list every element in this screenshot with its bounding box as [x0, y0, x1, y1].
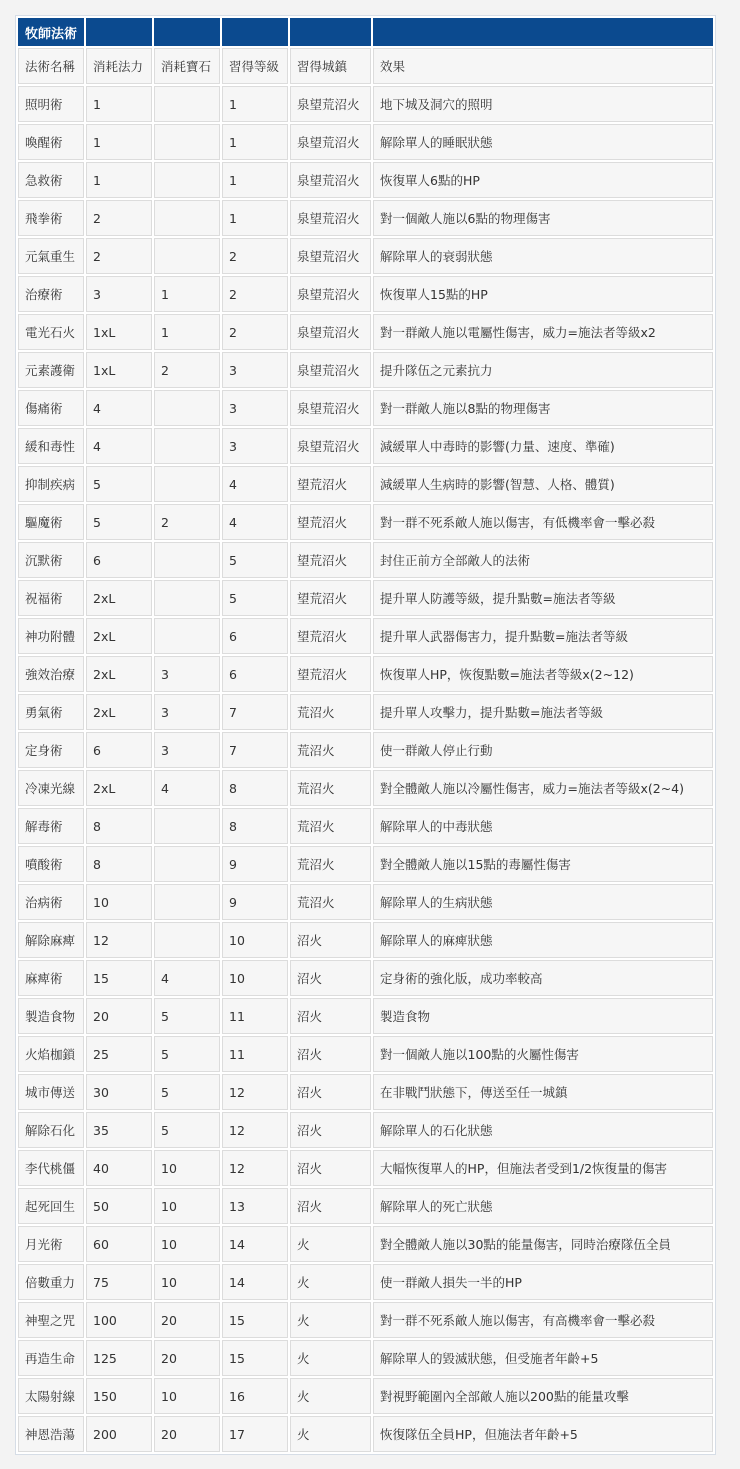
cell-effect: 解除單人的死亡狀態	[373, 1188, 713, 1224]
cell-effect: 封住正前方全部敵人的法術	[373, 542, 713, 578]
cell-spell-name: 冷凍光線	[18, 770, 84, 806]
cell-learn-level: 8	[222, 770, 288, 806]
cell-spell-name: 火焰枷鎖	[18, 1036, 84, 1072]
cell-mp-cost: 8	[86, 846, 152, 882]
cell-learn-level: 3	[222, 428, 288, 464]
cell-learn-town: 泉望荒沼火	[290, 314, 371, 350]
cell-learn-town: 荒沼火	[290, 846, 371, 882]
title-cell	[222, 18, 288, 46]
cell-effect: 恢復隊伍全員HP，但施法者年齡+5	[373, 1416, 713, 1452]
cell-spell-name: 再造生命	[18, 1340, 84, 1376]
table-row	[18, 1112, 713, 1148]
header-spell-name: 法術名稱	[18, 48, 84, 84]
cell-mp-cost: 5	[86, 466, 152, 502]
cell-spell-name: 噴酸術	[18, 846, 84, 882]
cell-gem-cost: 10	[154, 1226, 220, 1262]
cell-gem-cost	[154, 466, 220, 502]
cell-gem-cost	[154, 922, 220, 958]
cell-effect: 對視野範圍內全部敵人施以200點的能量攻擊	[373, 1378, 713, 1414]
cell-spell-name: 製造食物	[18, 998, 84, 1034]
cell-spell-name: 元氣重生	[18, 238, 84, 274]
cell-effect: 減緩單人中毒時的影響(力量、速度、準確)	[373, 428, 713, 464]
cell-learn-level: 9	[222, 846, 288, 882]
table-row	[18, 542, 713, 578]
table-row	[18, 1150, 713, 1186]
cell-spell-name: 解除石化	[18, 1112, 84, 1148]
table-row	[18, 1226, 713, 1262]
cell-learn-town: 泉望荒沼火	[290, 238, 371, 274]
cell-mp-cost: 50	[86, 1188, 152, 1224]
cell-mp-cost: 4	[86, 428, 152, 464]
cell-mp-cost: 4	[86, 390, 152, 426]
cell-learn-level: 12	[222, 1074, 288, 1110]
cell-mp-cost: 2xL	[86, 694, 152, 730]
cell-spell-name: 麻痺術	[18, 960, 84, 996]
cell-learn-town: 火	[290, 1264, 371, 1300]
cell-gem-cost: 10	[154, 1378, 220, 1414]
cell-gem-cost	[154, 200, 220, 236]
cell-effect: 對一個敵人施以6點的物理傷害	[373, 200, 713, 236]
cell-effect: 提升單人攻擊力，提升點數=施法者等級	[373, 694, 713, 730]
cell-learn-town: 荒沼火	[290, 884, 371, 920]
cell-learn-town: 沼火	[290, 1150, 371, 1186]
cell-learn-level: 9	[222, 884, 288, 920]
cell-learn-level: 16	[222, 1378, 288, 1414]
cell-gem-cost	[154, 846, 220, 882]
cell-mp-cost: 60	[86, 1226, 152, 1262]
title-cell	[373, 18, 713, 46]
cell-spell-name: 治病術	[18, 884, 84, 920]
table-row	[18, 1036, 713, 1072]
cell-gem-cost	[154, 618, 220, 654]
cell-learn-level: 15	[222, 1340, 288, 1376]
cell-effect: 使一群敵人損失一半的HP	[373, 1264, 713, 1300]
cell-learn-town: 泉望荒沼火	[290, 352, 371, 388]
cell-learn-level: 6	[222, 656, 288, 692]
table-row	[18, 694, 713, 730]
cell-effect: 解除單人的中毒狀態	[373, 808, 713, 844]
header-learn-town: 習得城鎮	[290, 48, 371, 84]
cell-effect: 定身術的強化版，成功率較高	[373, 960, 713, 996]
table-row	[18, 200, 713, 236]
cell-gem-cost: 3	[154, 694, 220, 730]
cell-gem-cost	[154, 124, 220, 160]
cell-learn-level: 12	[222, 1150, 288, 1186]
cell-learn-level: 5	[222, 542, 288, 578]
cell-learn-town: 荒沼火	[290, 770, 371, 806]
cell-learn-level: 1	[222, 200, 288, 236]
cell-effect: 解除單人的毀滅狀態，但受施者年齡+5	[373, 1340, 713, 1376]
title-cell	[154, 18, 220, 46]
table-row	[18, 1188, 713, 1224]
cell-spell-name: 祝福術	[18, 580, 84, 616]
cell-effect: 減緩單人生病時的影響(智慧、人格、體質)	[373, 466, 713, 502]
cell-gem-cost: 2	[154, 504, 220, 540]
cell-spell-name: 起死回生	[18, 1188, 84, 1224]
cell-learn-town: 沼火	[290, 1074, 371, 1110]
cell-learn-town: 望荒沼火	[290, 504, 371, 540]
cell-learn-town: 泉望荒沼火	[290, 428, 371, 464]
cell-learn-town: 沼火	[290, 960, 371, 996]
cell-learn-level: 14	[222, 1264, 288, 1300]
cell-effect: 在非戰鬥狀態下，傳送至任一城鎮	[373, 1074, 713, 1110]
cell-learn-level: 10	[222, 960, 288, 996]
cell-mp-cost: 5	[86, 504, 152, 540]
cell-learn-level: 3	[222, 390, 288, 426]
cell-gem-cost: 4	[154, 770, 220, 806]
priest-spells-table	[16, 16, 715, 1454]
cell-gem-cost: 2	[154, 352, 220, 388]
cell-gem-cost	[154, 884, 220, 920]
cell-learn-town: 沼火	[290, 922, 371, 958]
table-row	[18, 1378, 713, 1414]
cell-gem-cost	[154, 580, 220, 616]
cell-learn-town: 望荒沼火	[290, 618, 371, 654]
cell-effect: 對一個敵人施以100點的火屬性傷害	[373, 1036, 713, 1072]
cell-learn-level: 1	[222, 124, 288, 160]
cell-mp-cost: 125	[86, 1340, 152, 1376]
table-row	[18, 732, 713, 768]
cell-gem-cost: 5	[154, 998, 220, 1034]
header-mp-cost: 消耗法力	[86, 48, 152, 84]
cell-learn-town: 望荒沼火	[290, 580, 371, 616]
cell-learn-town: 望荒沼火	[290, 466, 371, 502]
cell-mp-cost: 6	[86, 542, 152, 578]
cell-effect: 對一群不死系敵人施以傷害，有高機率會一擊必殺	[373, 1302, 713, 1338]
cell-gem-cost: 20	[154, 1416, 220, 1452]
cell-learn-level: 3	[222, 352, 288, 388]
table-row	[18, 960, 713, 996]
cell-spell-name: 月光術	[18, 1226, 84, 1262]
table-title: 牧師法術	[18, 18, 84, 46]
header-learn-level: 習得等級	[222, 48, 288, 84]
cell-gem-cost: 5	[154, 1036, 220, 1072]
cell-spell-name: 傷痛術	[18, 390, 84, 426]
cell-learn-town: 泉望荒沼火	[290, 200, 371, 236]
cell-learn-town: 荒沼火	[290, 808, 371, 844]
cell-learn-level: 7	[222, 732, 288, 768]
cell-mp-cost: 40	[86, 1150, 152, 1186]
cell-gem-cost: 3	[154, 732, 220, 768]
cell-effect: 對全體敵人施以30點的能量傷害，同時治療隊伍全員	[373, 1226, 713, 1262]
cell-spell-name: 城市傳送	[18, 1074, 84, 1110]
cell-learn-town: 沼火	[290, 998, 371, 1034]
cell-mp-cost: 25	[86, 1036, 152, 1072]
cell-mp-cost: 2	[86, 238, 152, 274]
cell-spell-name: 驅魔術	[18, 504, 84, 540]
cell-spell-name: 元素護衛	[18, 352, 84, 388]
cell-learn-level: 2	[222, 238, 288, 274]
cell-spell-name: 沉默術	[18, 542, 84, 578]
cell-gem-cost: 1	[154, 314, 220, 350]
cell-learn-level: 11	[222, 998, 288, 1034]
table-row	[18, 618, 713, 654]
cell-gem-cost: 20	[154, 1302, 220, 1338]
cell-learn-town: 泉望荒沼火	[290, 276, 371, 312]
cell-effect: 提升單人防護等級，提升點數=施法者等級	[373, 580, 713, 616]
table-row	[18, 1074, 713, 1110]
cell-learn-town: 沼火	[290, 1188, 371, 1224]
cell-effect: 對一群敵人施以電屬性傷害，威力=施法者等級x2	[373, 314, 713, 350]
cell-learn-level: 6	[222, 618, 288, 654]
cell-learn-town: 沼火	[290, 1112, 371, 1148]
cell-spell-name: 神聖之咒	[18, 1302, 84, 1338]
cell-effect: 對一群不死系敵人施以傷害，有低機率會一擊必殺	[373, 504, 713, 540]
table-row	[18, 314, 713, 350]
cell-mp-cost: 2xL	[86, 580, 152, 616]
cell-learn-level: 7	[222, 694, 288, 730]
cell-learn-level: 1	[222, 162, 288, 198]
cell-spell-name: 倍數重力	[18, 1264, 84, 1300]
table-row	[18, 998, 713, 1034]
cell-spell-name: 太陽射線	[18, 1378, 84, 1414]
cell-spell-name: 急救術	[18, 162, 84, 198]
cell-learn-town: 火	[290, 1226, 371, 1262]
cell-mp-cost: 35	[86, 1112, 152, 1148]
table-title-row	[18, 18, 713, 46]
cell-effect: 解除單人的石化狀態	[373, 1112, 713, 1148]
column-header-row	[18, 48, 713, 84]
cell-learn-town: 火	[290, 1378, 371, 1414]
cell-gem-cost	[154, 86, 220, 122]
cell-learn-level: 15	[222, 1302, 288, 1338]
table-row	[18, 124, 713, 160]
cell-gem-cost: 4	[154, 960, 220, 996]
table-row	[18, 238, 713, 274]
cell-mp-cost: 75	[86, 1264, 152, 1300]
cell-learn-town: 泉望荒沼火	[290, 390, 371, 426]
cell-mp-cost: 10	[86, 884, 152, 920]
cell-spell-name: 飛拳術	[18, 200, 84, 236]
table-row	[18, 466, 713, 502]
table-row	[18, 846, 713, 882]
cell-gem-cost: 10	[154, 1264, 220, 1300]
cell-learn-town: 望荒沼火	[290, 542, 371, 578]
cell-effect: 解除單人的睡眠狀態	[373, 124, 713, 160]
table-row	[18, 1264, 713, 1300]
table-row	[18, 884, 713, 920]
cell-gem-cost	[154, 238, 220, 274]
cell-effect: 對全體敵人施以15點的毒屬性傷害	[373, 846, 713, 882]
cell-learn-town: 望荒沼火	[290, 656, 371, 692]
cell-gem-cost	[154, 542, 220, 578]
cell-learn-level: 8	[222, 808, 288, 844]
cell-gem-cost: 10	[154, 1188, 220, 1224]
title-cell	[290, 18, 371, 46]
cell-mp-cost: 3	[86, 276, 152, 312]
header-gem-cost: 消耗寶石	[154, 48, 220, 84]
cell-mp-cost: 6	[86, 732, 152, 768]
table-row	[18, 504, 713, 540]
cell-effect: 大幅恢復單人的HP，但施法者受到1/2恢復量的傷害	[373, 1150, 713, 1186]
cell-spell-name: 喚醒術	[18, 124, 84, 160]
table-row	[18, 428, 713, 464]
table-row	[18, 86, 713, 122]
cell-learn-level: 17	[222, 1416, 288, 1452]
table-row	[18, 162, 713, 198]
cell-spell-name: 強效治療	[18, 656, 84, 692]
cell-learn-level: 10	[222, 922, 288, 958]
cell-learn-level: 2	[222, 314, 288, 350]
cell-mp-cost: 2	[86, 200, 152, 236]
table-row	[18, 770, 713, 806]
cell-learn-level: 12	[222, 1112, 288, 1148]
cell-gem-cost: 3	[154, 656, 220, 692]
cell-mp-cost: 2xL	[86, 656, 152, 692]
cell-spell-name: 解毒術	[18, 808, 84, 844]
table-row	[18, 922, 713, 958]
cell-gem-cost	[154, 808, 220, 844]
cell-spell-name: 治療術	[18, 276, 84, 312]
cell-mp-cost: 12	[86, 922, 152, 958]
cell-learn-level: 14	[222, 1226, 288, 1262]
cell-learn-level: 4	[222, 466, 288, 502]
cell-effect: 使一群敵人停止行動	[373, 732, 713, 768]
cell-spell-name: 定身術	[18, 732, 84, 768]
cell-spell-name: 勇氣術	[18, 694, 84, 730]
cell-spell-name: 解除麻痺	[18, 922, 84, 958]
cell-learn-level: 5	[222, 580, 288, 616]
table-row	[18, 580, 713, 616]
cell-gem-cost: 5	[154, 1112, 220, 1148]
table-row	[18, 808, 713, 844]
cell-mp-cost: 2xL	[86, 770, 152, 806]
cell-effect: 對一群敵人施以8點的物理傷害	[373, 390, 713, 426]
cell-effect: 解除單人的麻痺狀態	[373, 922, 713, 958]
cell-learn-level: 2	[222, 276, 288, 312]
cell-effect: 恢復單人6點的HP	[373, 162, 713, 198]
cell-mp-cost: 1	[86, 162, 152, 198]
priest-spells-table-container	[15, 15, 716, 1455]
cell-effect: 解除單人的生病狀態	[373, 884, 713, 920]
cell-mp-cost: 30	[86, 1074, 152, 1110]
cell-learn-level: 4	[222, 504, 288, 540]
header-effect: 效果	[373, 48, 713, 84]
cell-gem-cost	[154, 390, 220, 426]
cell-learn-town: 荒沼火	[290, 732, 371, 768]
table-row	[18, 352, 713, 388]
cell-spell-name: 神恩浩蕩	[18, 1416, 84, 1452]
cell-effect: 提升隊伍之元素抗力	[373, 352, 713, 388]
cell-gem-cost: 1	[154, 276, 220, 312]
table-row	[18, 1416, 713, 1452]
cell-learn-town: 火	[290, 1340, 371, 1376]
cell-learn-town: 沼火	[290, 1036, 371, 1072]
cell-learn-town: 荒沼火	[290, 694, 371, 730]
cell-gem-cost: 20	[154, 1340, 220, 1376]
cell-gem-cost	[154, 162, 220, 198]
cell-learn-level: 11	[222, 1036, 288, 1072]
cell-mp-cost: 1xL	[86, 352, 152, 388]
cell-mp-cost: 200	[86, 1416, 152, 1452]
table-row	[18, 1302, 713, 1338]
cell-effect: 恢復單人15點的HP	[373, 276, 713, 312]
title-cell	[86, 18, 152, 46]
table-row	[18, 276, 713, 312]
cell-effect: 對全體敵人施以冷屬性傷害，威力=施法者等級x(2~4)	[373, 770, 713, 806]
cell-mp-cost: 100	[86, 1302, 152, 1338]
cell-mp-cost: 8	[86, 808, 152, 844]
cell-learn-town: 火	[290, 1302, 371, 1338]
cell-learn-level: 13	[222, 1188, 288, 1224]
cell-spell-name: 神功附體	[18, 618, 84, 654]
table-row	[18, 656, 713, 692]
cell-gem-cost	[154, 428, 220, 464]
cell-mp-cost: 1xL	[86, 314, 152, 350]
cell-learn-level: 1	[222, 86, 288, 122]
cell-effect: 地下城及洞穴的照明	[373, 86, 713, 122]
cell-learn-town: 泉望荒沼火	[290, 124, 371, 160]
cell-mp-cost: 1	[86, 86, 152, 122]
cell-mp-cost: 15	[86, 960, 152, 996]
cell-effect: 提升單人武器傷害力，提升點數=施法者等級	[373, 618, 713, 654]
cell-spell-name: 抑制疾病	[18, 466, 84, 502]
cell-learn-town: 泉望荒沼火	[290, 86, 371, 122]
cell-effect: 解除單人的衰弱狀態	[373, 238, 713, 274]
cell-spell-name: 電光石火	[18, 314, 84, 350]
cell-learn-town: 泉望荒沼火	[290, 162, 371, 198]
cell-gem-cost: 10	[154, 1150, 220, 1186]
table-row	[18, 1340, 713, 1376]
cell-spell-name: 李代桃僵	[18, 1150, 84, 1186]
cell-gem-cost: 5	[154, 1074, 220, 1110]
table-row	[18, 390, 713, 426]
cell-mp-cost: 20	[86, 998, 152, 1034]
cell-effect: 製造食物	[373, 998, 713, 1034]
cell-mp-cost: 150	[86, 1378, 152, 1414]
cell-mp-cost: 1	[86, 124, 152, 160]
cell-learn-town: 火	[290, 1416, 371, 1452]
cell-mp-cost: 2xL	[86, 618, 152, 654]
cell-spell-name: 照明術	[18, 86, 84, 122]
cell-effect: 恢復單人HP，恢復點數=施法者等級x(2~12)	[373, 656, 713, 692]
cell-spell-name: 緩和毒性	[18, 428, 84, 464]
